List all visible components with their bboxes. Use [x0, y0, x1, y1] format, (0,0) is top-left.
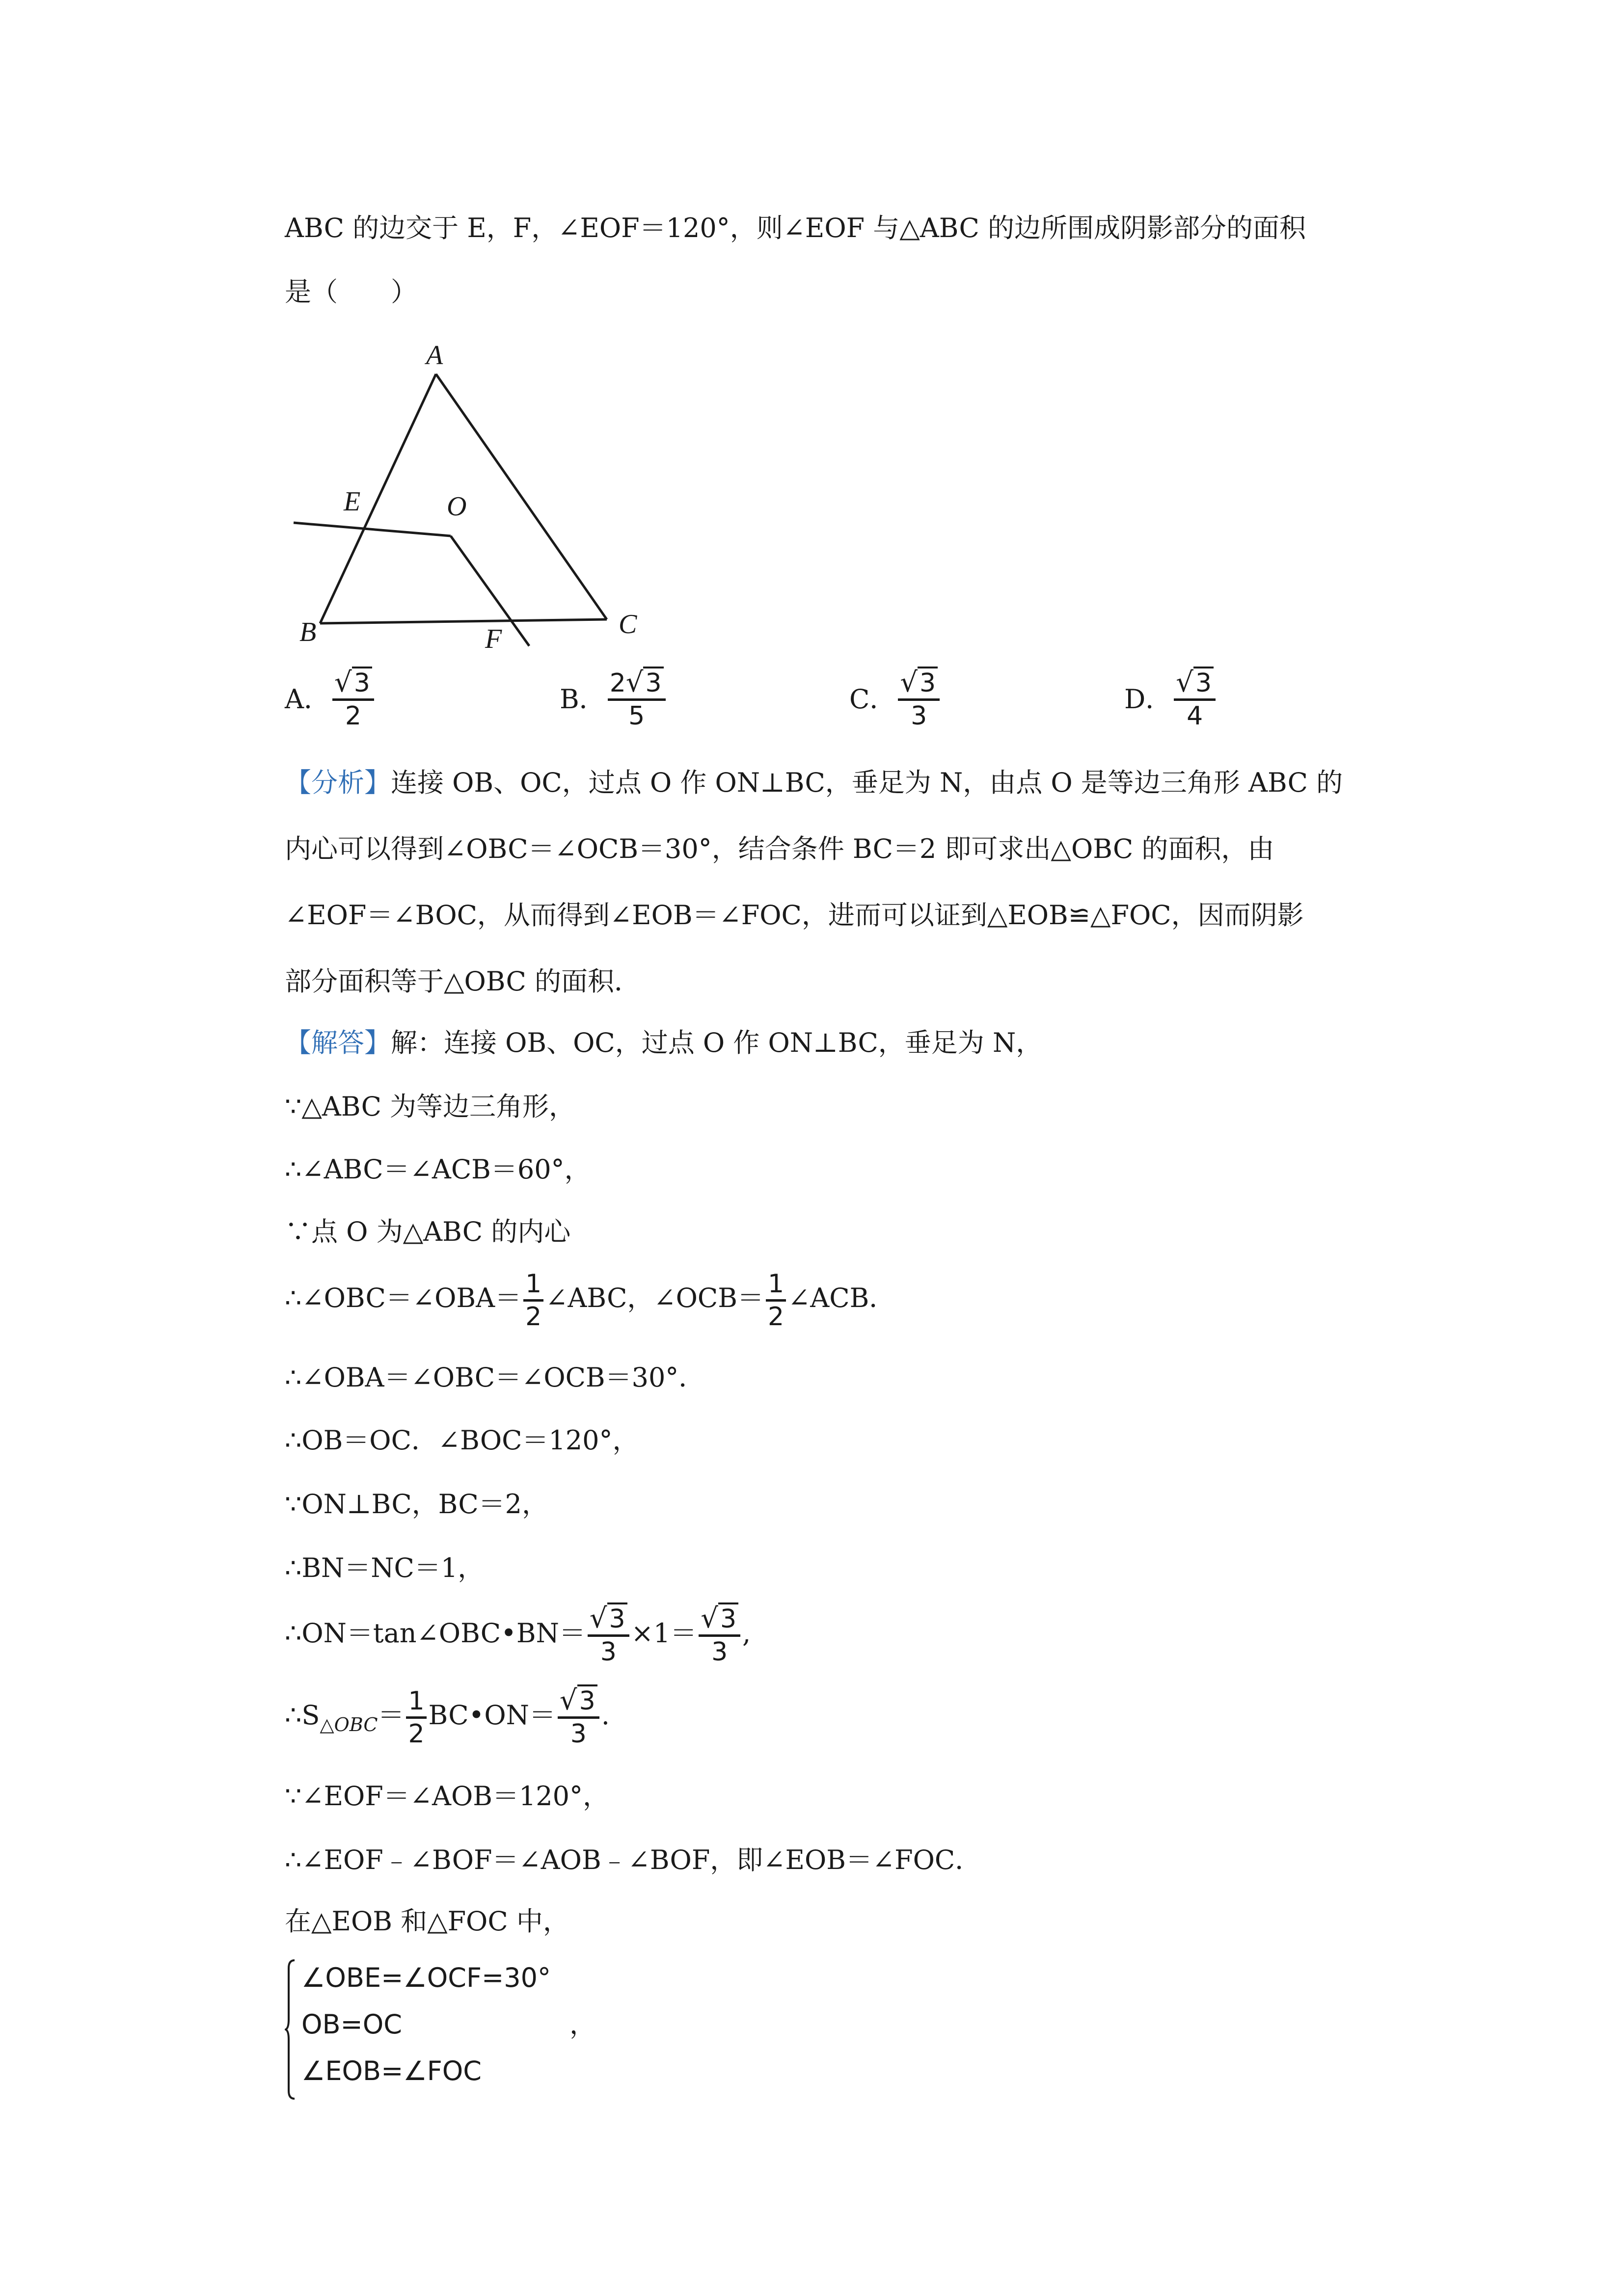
fraction: $\frac{√3}{4}$	[1174, 667, 1216, 731]
solution-line-3: ∵点 O 为△ABC 的内心	[285, 1216, 571, 1247]
option-letter: A．	[285, 684, 330, 715]
solution-line-10: $\therefore S_{\triangle OBC}=$ $\frac{1}{2}$ BC•ON＝ $\frac{√3}{3}$ .	[285, 1684, 610, 1749]
analysis-line-2: 内心可以得到∠OBC＝∠OCB＝30°，结合条件 BC＝2 即可求出△OBC 的面积，由	[285, 833, 1274, 864]
option-letter: C．	[849, 684, 896, 715]
label-C: C	[619, 609, 637, 640]
analysis-line-3: ∠EOF＝∠BOC，从而得到∠EOB＝∠FOC，进而可以证到△EOB≌△FOC，因而阴影	[285, 900, 1304, 931]
option-d[interactable]	[1124, 667, 1218, 731]
solution-line-9: ∴ON＝tan∠OBC•BN＝ $\frac{√3}{3}$ ×1＝ $\frac{√3}{3}$ ,	[285, 1602, 751, 1667]
solution-line-11: ∵∠EOF＝∠AOB＝120°，	[285, 1781, 610, 1812]
system-tail: ，	[569, 2009, 596, 2040]
label-B: B	[299, 617, 317, 647]
solution-line-12: ∴∠EOF﹣∠BOF＝∠AOB﹣∠BOF，即∠EOB＝∠FOC．	[285, 1844, 982, 1875]
analysis-line-4: 部分面积等于△OBC 的面积．	[285, 966, 641, 997]
solution-line-0: 【解答】解：连接 OB、OC，过点 O 作 ON⊥BC，垂足为 N，	[285, 1027, 1043, 1058]
solution-line-6: ∴OB＝OC．∠BOC＝120°，	[285, 1425, 639, 1456]
option-c[interactable]	[849, 667, 942, 731]
side-BC	[320, 619, 607, 623]
fraction: $\frac{√3}{2}$	[332, 667, 374, 731]
solution-line-5: ∴∠OBA＝∠OBC＝∠OCB＝30°．	[285, 1362, 705, 1393]
label-F: F	[485, 624, 502, 654]
brace-icon	[285, 1958, 296, 2101]
analysis-line-1: 【分析】连接 OB、OC，过点 O 作 ON⊥BC，垂足为 N，由点 O 是等边三角形 ABC 的	[285, 767, 1343, 798]
option-letter: B．	[560, 684, 606, 715]
label-A: A	[426, 340, 443, 371]
solution-line-8: ∴BN＝NC＝1，	[285, 1552, 485, 1583]
question-line-2: 是（ ）	[285, 276, 417, 307]
option-letter: D．	[1124, 684, 1172, 715]
solution-line-4: ∴∠OBC＝∠OBA＝ $\frac{1}{2}$ ∠ABC，∠OCB＝ $\frac{1}{2}$ ∠ACB．	[285, 1269, 896, 1332]
solution-line-13: 在△EOB 和△FOC 中，	[285, 1906, 569, 1937]
option-b[interactable]	[560, 667, 668, 731]
label-E: E	[344, 486, 361, 517]
solution-line-7: ∵ON⊥BC，BC＝2，	[285, 1489, 549, 1520]
system-row-1: ∠OBE=∠OCF=30°	[301, 1962, 551, 1993]
solution-line-2: ∴∠ABC＝∠ACB＝60°，	[285, 1154, 591, 1185]
question-line-1: ABC 的边交于 E，F，∠EOF＝120°，则∠EOF 与△ABC 的边所围成阴影部分的面积	[285, 213, 1306, 243]
side-AB	[320, 374, 436, 623]
solution-line-1: ∵△ABC 为等边三角形，	[285, 1091, 576, 1122]
analysis-tag: 【分析】	[285, 767, 391, 798]
option-a[interactable]	[285, 667, 376, 731]
solution-tag: 【解答】	[285, 1027, 391, 1058]
system-row-3: ∠EOB=∠FOC	[301, 2056, 482, 2086]
equation-system	[285, 1958, 776, 2106]
ray-OE	[294, 523, 451, 536]
fraction: $\frac{√3}{3}$	[898, 667, 940, 731]
triangle-figure	[280, 334, 653, 658]
label-O: O	[447, 491, 467, 522]
system-row-2: OB=OC	[301, 2009, 403, 2040]
fraction: $\frac{2√3}{5}$	[608, 667, 666, 731]
